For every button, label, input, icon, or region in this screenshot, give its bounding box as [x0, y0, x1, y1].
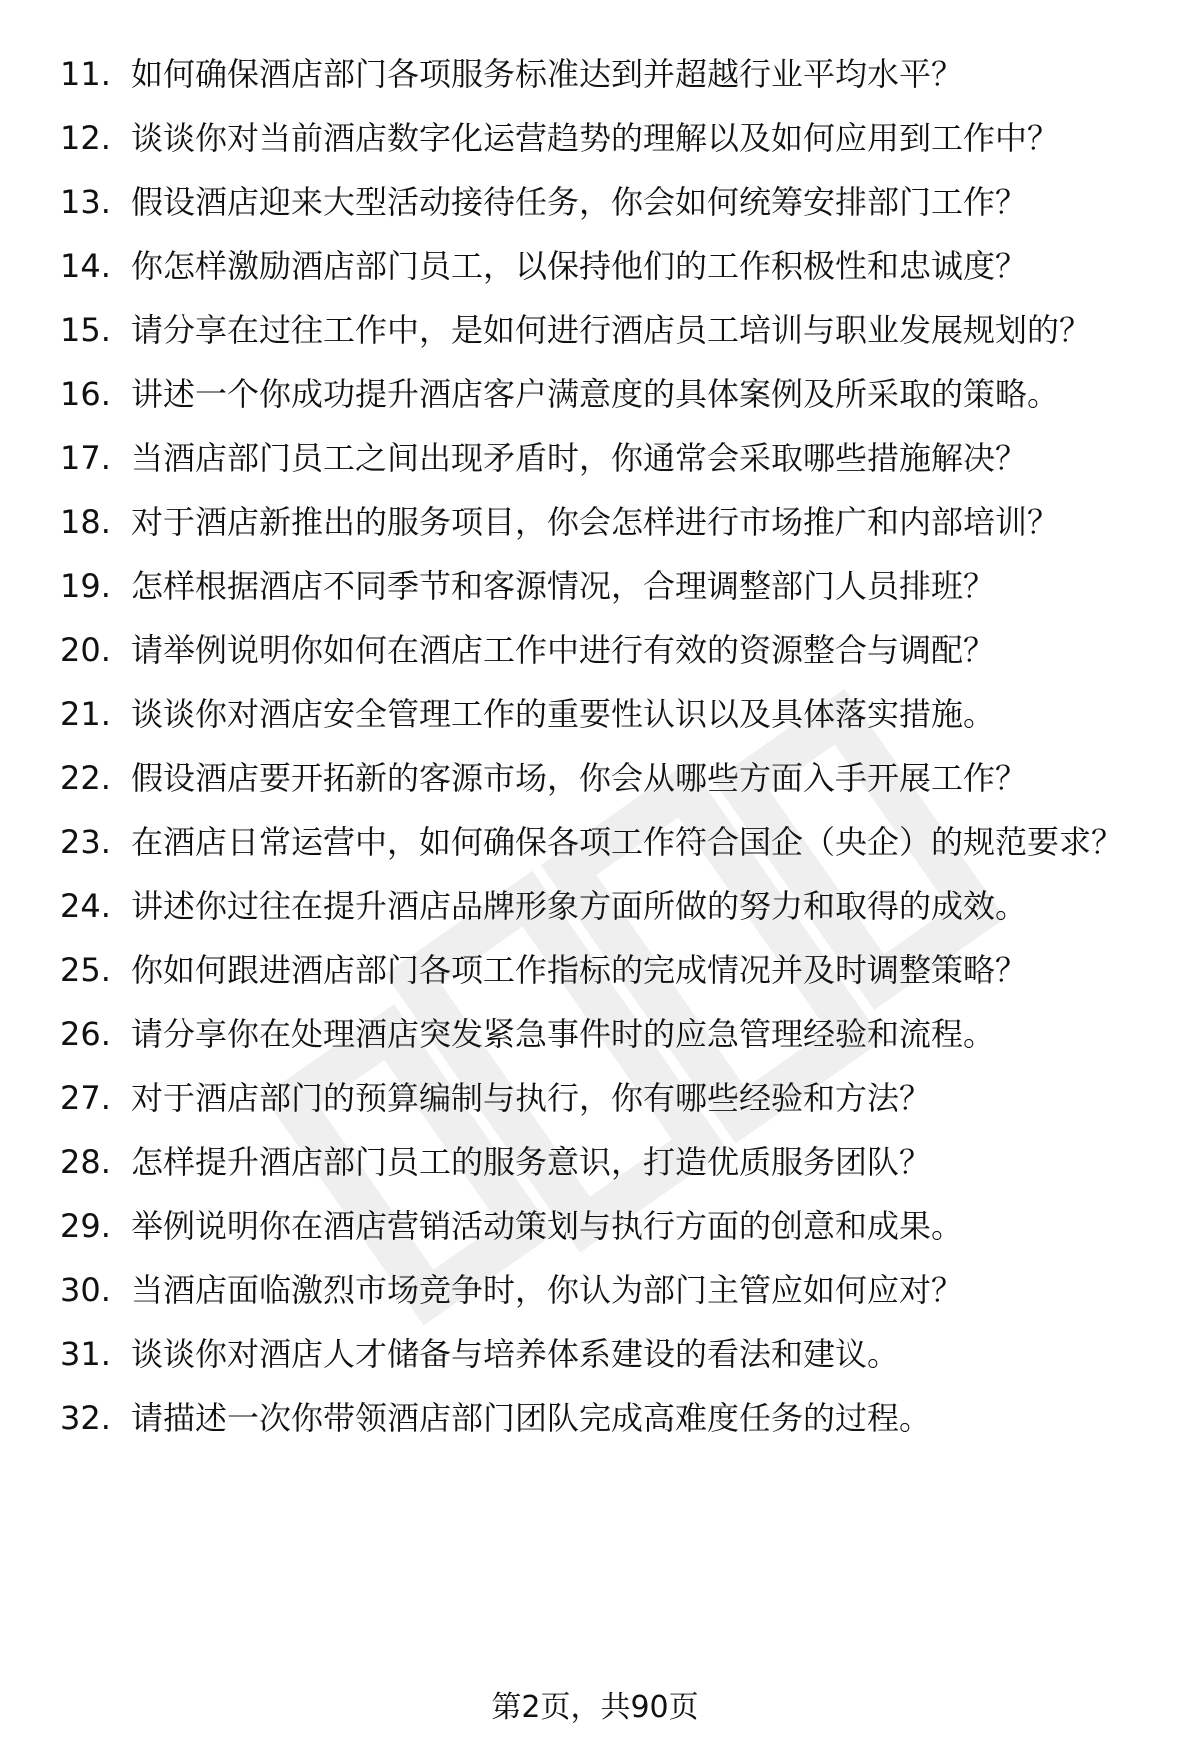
question-number: 14. [60, 247, 111, 285]
question-number: 26. [60, 1015, 111, 1053]
question-item [0, 628, 1190, 672]
page-footer: 第2页，共90页 [491, 1690, 699, 1725]
question-text: 讲述一个你成功提升酒店客户满意度的具体案例及所采取的策略。 [131, 375, 1060, 413]
question-text: 怎样根据酒店不同季节和客源情况，合理调整部门人员排班？ [131, 567, 996, 605]
question-number: 32. [60, 1399, 111, 1437]
question-text: 怎样提升酒店部门员工的服务意识，打造优质服务团队？ [131, 1143, 932, 1181]
question-number: 23. [60, 823, 111, 861]
question-item [0, 436, 1190, 480]
question-number: 30. [60, 1271, 111, 1309]
question-text: 对于酒店部门的预算编制与执行，你有哪些经验和方法？ [131, 1079, 932, 1117]
question-text: 在酒店日常运营中，如何确保各项工作符合国企（央企）的规范要求？ [131, 823, 1124, 861]
question-item [0, 564, 1190, 608]
question-item [0, 52, 1190, 96]
question-number: 11. [60, 55, 111, 93]
question-text: 对于酒店新推出的服务项目，你会怎样进行市场推广和内部培训？ [131, 503, 1060, 541]
question-text: 你如何跟进酒店部门各项工作指标的完成情况并及时调整策略？ [131, 951, 1028, 989]
question-item [0, 884, 1190, 928]
question-number: 31. [60, 1335, 111, 1373]
question-list [0, 52, 1190, 1460]
question-text: 当酒店部门员工之间出现矛盾时，你通常会采取哪些措施解决？ [131, 439, 1028, 477]
question-text: 谈谈你对酒店安全管理工作的重要性认识以及具体落实措施。 [131, 695, 996, 733]
question-text: 你怎样激励酒店部门员工，以保持他们的工作积极性和忠诚度？ [131, 247, 1028, 285]
question-text: 请描述一次你带领酒店部门团队完成高难度任务的过程。 [131, 1399, 932, 1437]
question-item [0, 1332, 1190, 1376]
question-item [0, 180, 1190, 224]
question-number: 13. [60, 183, 111, 221]
question-text: 当酒店面临激烈市场竞争时，你认为部门主管应如何应对？ [131, 1271, 964, 1309]
question-item [0, 1396, 1190, 1440]
question-text: 请举例说明你如何在酒店工作中进行有效的资源整合与调配？ [131, 631, 996, 669]
question-text: 讲述你过往在提升酒店品牌形象方面所做的努力和取得的成效。 [131, 887, 1028, 925]
question-number: 25. [60, 951, 111, 989]
question-item [0, 1012, 1190, 1056]
question-text: 谈谈你对酒店人才储备与培养体系建设的看法和建议。 [131, 1335, 900, 1373]
question-item [0, 308, 1190, 352]
question-text: 请分享你在处理酒店突发紧急事件时的应急管理经验和流程。 [131, 1015, 996, 1053]
question-number: 21. [60, 695, 111, 733]
question-number: 18. [60, 503, 111, 541]
question-number: 19. [60, 567, 111, 605]
question-item [0, 1268, 1190, 1312]
question-text: 请分享在过往工作中，是如何进行酒店员工培训与职业发展规划的？ [131, 311, 1092, 349]
question-text: 举例说明你在酒店营销活动策划与执行方面的创意和成果。 [131, 1207, 964, 1245]
question-item [0, 948, 1190, 992]
question-item [0, 372, 1190, 416]
question-number: 29. [60, 1207, 111, 1245]
question-item [0, 820, 1190, 864]
question-item [0, 1140, 1190, 1184]
question-number: 24. [60, 887, 111, 925]
question-item [0, 1204, 1190, 1248]
question-item [0, 1076, 1190, 1120]
question-number: 22. [60, 759, 111, 797]
question-number: 15. [60, 311, 111, 349]
question-item [0, 756, 1190, 800]
question-number: 20. [60, 631, 111, 669]
question-text: 假设酒店迎来大型活动接待任务，你会如何统筹安排部门工作？ [131, 183, 1028, 221]
question-number: 17. [60, 439, 111, 477]
question-item [0, 244, 1190, 288]
question-text: 假设酒店要开拓新的客源市场，你会从哪些方面入手开展工作？ [131, 759, 1028, 797]
question-number: 12. [60, 119, 111, 157]
question-number: 28. [60, 1143, 111, 1181]
question-item [0, 500, 1190, 544]
question-item [0, 116, 1190, 160]
question-number: 16. [60, 375, 111, 413]
question-text: 谈谈你对当前酒店数字化运营趋势的理解以及如何应用到工作中？ [131, 119, 1060, 157]
question-text: 如何确保酒店部门各项服务标准达到并超越行业平均水平？ [131, 55, 964, 93]
question-number: 27. [60, 1079, 111, 1117]
question-item [0, 692, 1190, 736]
